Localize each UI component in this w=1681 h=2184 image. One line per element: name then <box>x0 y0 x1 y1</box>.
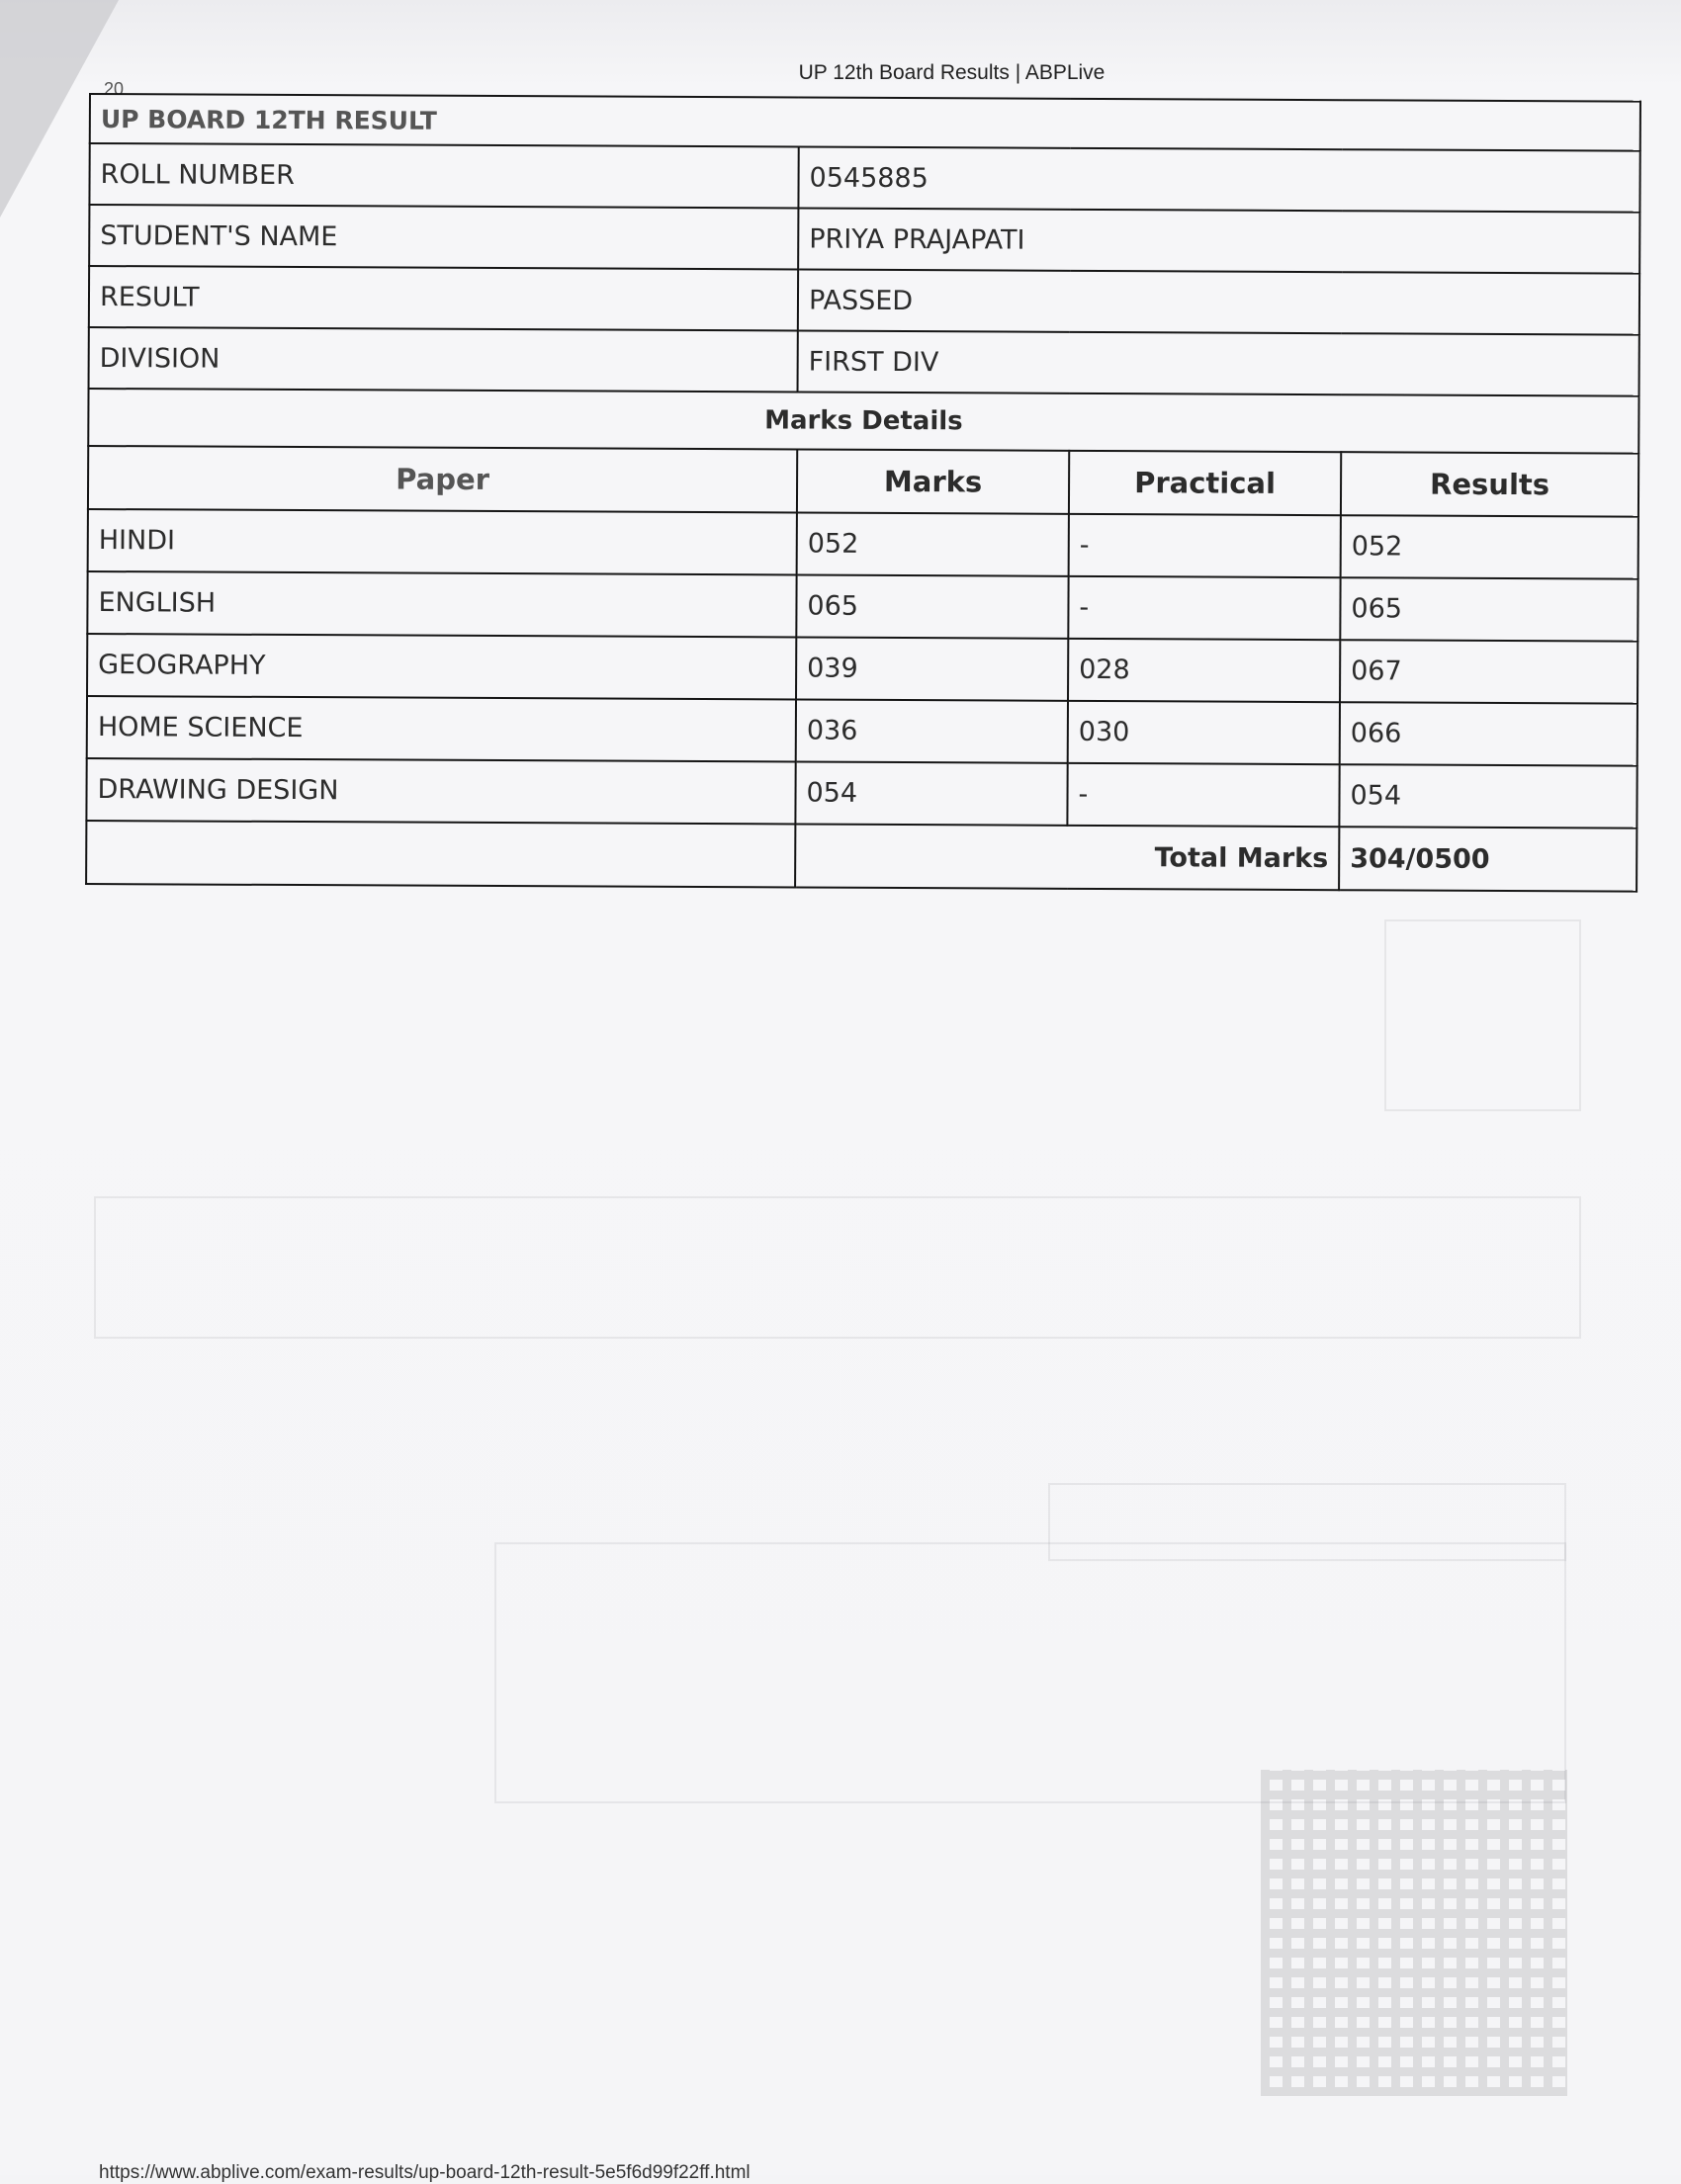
board-title: UP BOARD 12TH RESULT <box>90 94 1640 151</box>
info-label: RESULT <box>89 266 798 331</box>
subject-row <box>88 509 1638 579</box>
page-header-title: UP 12th Board Results | ABPLive <box>798 61 1106 84</box>
result-block <box>85 93 1641 893</box>
info-label: DIVISION <box>89 327 798 393</box>
subject-marks: 065 <box>796 575 1068 639</box>
subject-result: 052 <box>1341 515 1638 578</box>
show-through-box <box>94 1196 1581 1339</box>
subject-result: 065 <box>1340 577 1637 641</box>
show-through-qr-code <box>1261 1770 1567 2096</box>
info-row <box>89 205 1639 274</box>
footer-url: https://www.abplive.com/exam-results/up-board-12th-result-5e5f6d99f22ff.html <box>99 2162 751 2183</box>
info-row <box>89 143 1639 213</box>
subject-marks: 036 <box>796 700 1068 763</box>
total-marks-value: 304/0500 <box>1339 827 1637 891</box>
column-header-practical: Practical <box>1069 451 1341 515</box>
header-date: 20 <box>104 79 125 99</box>
subject-practical: 028 <box>1068 639 1340 702</box>
column-header-marks: Marks <box>797 450 1069 514</box>
marks-header-row <box>88 446 1638 517</box>
division-value: FIRST DIV <box>798 331 1639 396</box>
total-marks-label: Total Marks <box>795 825 1339 891</box>
column-header-paper: Paper <box>88 446 797 513</box>
total-empty-cell <box>86 821 795 888</box>
subject-result: 067 <box>1340 640 1637 703</box>
subject-practical: - <box>1069 514 1341 577</box>
subject-result: 066 <box>1340 702 1637 765</box>
subject-row <box>87 696 1637 766</box>
info-row <box>89 327 1639 396</box>
info-label: STUDENT'S NAME <box>89 205 798 270</box>
subject-name: HINDI <box>88 509 797 575</box>
subject-name: ENGLISH <box>87 571 796 638</box>
show-through-box <box>494 1542 1566 1803</box>
subject-row <box>87 634 1637 704</box>
subject-row <box>86 758 1637 829</box>
subject-row <box>87 571 1637 642</box>
result-table <box>85 93 1641 893</box>
subject-result: 054 <box>1339 764 1637 828</box>
show-through-box <box>1384 919 1581 1111</box>
subject-name: HOME SCIENCE <box>87 696 796 762</box>
roll-number-value: 0545885 <box>798 147 1639 213</box>
student-name-value: PRIYA PRAJAPATI <box>798 209 1639 274</box>
subject-practical: - <box>1068 576 1340 640</box>
subject-name: DRAWING DESIGN <box>86 758 795 825</box>
result-status-value: PASSED <box>798 270 1639 335</box>
info-row <box>89 266 1639 335</box>
subject-practical: 030 <box>1068 701 1340 764</box>
subject-marks: 039 <box>796 638 1068 701</box>
subject-marks: 054 <box>795 762 1067 826</box>
total-row <box>86 821 1637 892</box>
subject-practical: - <box>1067 763 1339 827</box>
subject-marks: 052 <box>797 513 1069 576</box>
subject-name: GEOGRAPHY <box>87 634 796 700</box>
info-label: ROLL NUMBER <box>89 143 798 209</box>
marks-details-heading: Marks Details <box>88 389 1638 454</box>
column-header-results: Results <box>1341 452 1638 516</box>
